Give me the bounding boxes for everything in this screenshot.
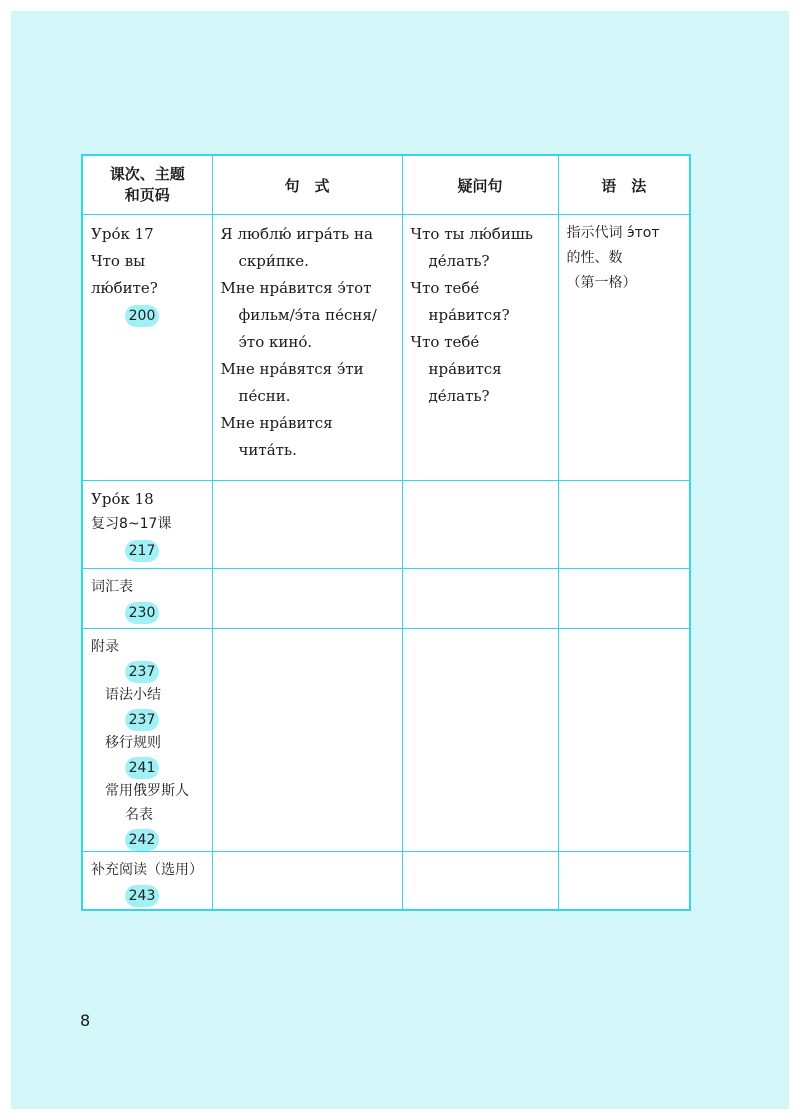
lesson-title: Уро́к 18 <box>91 490 154 508</box>
header-questions: 疑问句 <box>402 155 558 215</box>
appendix-sub-label: 语法小结 <box>105 687 161 703</box>
grammar-cell <box>558 215 690 481</box>
question-item: Что ты лю́бишь де́лать? <box>410 225 533 270</box>
page-badge[interactable]: 230 <box>125 602 159 624</box>
question-item: Что тебе́ нра́вится де́лать? <box>410 333 502 405</box>
table-row <box>82 481 690 569</box>
appendix-title: 附录 <box>91 639 119 655</box>
table-row <box>82 629 690 852</box>
grammar-line: （第一格） <box>566 275 637 291</box>
vocabulary-title: 词汇表 <box>91 579 133 595</box>
page-badge[interactable]: 242 <box>125 829 159 851</box>
page-badge[interactable]: 241 <box>125 757 159 779</box>
page-number: 8 <box>80 1011 91 1030</box>
appendix-sub-label: 移行规则 <box>105 735 161 751</box>
header-lesson-line2: 和页码 <box>124 186 170 204</box>
table-row <box>82 852 690 910</box>
grammar-line: 指示代词 э́тот <box>566 225 660 241</box>
header-patterns: 句 式 <box>212 155 402 215</box>
pattern-item: Я люблю́ игра́ть на скри́пке. <box>220 225 373 270</box>
header-grammar: 语 法 <box>558 155 690 215</box>
pattern-item: Мне нра́вятся э́ти пе́сни. <box>220 360 364 405</box>
patterns-cell <box>212 215 402 481</box>
lesson-topic-1: Что вы <box>91 252 146 270</box>
pattern-item: Мне нра́вится чита́ть. <box>220 414 333 459</box>
page-badge[interactable]: 217 <box>125 540 159 562</box>
appendix-sub-label: 名表 <box>125 807 153 823</box>
table-row <box>82 215 690 481</box>
questions-cell <box>402 215 558 481</box>
lesson-cell <box>82 629 212 852</box>
lesson-cell <box>82 852 212 910</box>
lesson-title: Уро́к 17 <box>91 225 154 243</box>
lesson-topic-2: лю́бите? <box>91 279 158 297</box>
lesson-cell <box>82 481 212 569</box>
question-item: Что тебе́ нра́вится? <box>410 279 510 324</box>
grammar-line: 的性、数 <box>566 250 623 266</box>
table-row <box>82 569 690 629</box>
page-badge[interactable]: 243 <box>125 885 159 907</box>
page-badge[interactable]: 237 <box>125 709 159 731</box>
page-badge[interactable]: 237 <box>125 661 159 683</box>
lesson-cell <box>82 215 212 481</box>
page <box>11 11 789 1109</box>
reading-title: 补充阅读（选用） <box>91 862 203 878</box>
lesson-cell <box>82 569 212 629</box>
pattern-item: Мне нра́вится э́тот фильм/э́та пе́сня/ э́то кино́. <box>220 279 377 351</box>
header-lesson-line1: 课次、主题 <box>109 165 185 183</box>
appendix-sub-label: 常用俄罗斯人 <box>105 783 189 799</box>
header-row <box>82 155 690 215</box>
header-lesson <box>82 155 212 215</box>
contents-table <box>81 154 691 911</box>
lesson-topic: 复习8~17课 <box>91 516 172 532</box>
page-badge[interactable]: 200 <box>125 305 159 327</box>
